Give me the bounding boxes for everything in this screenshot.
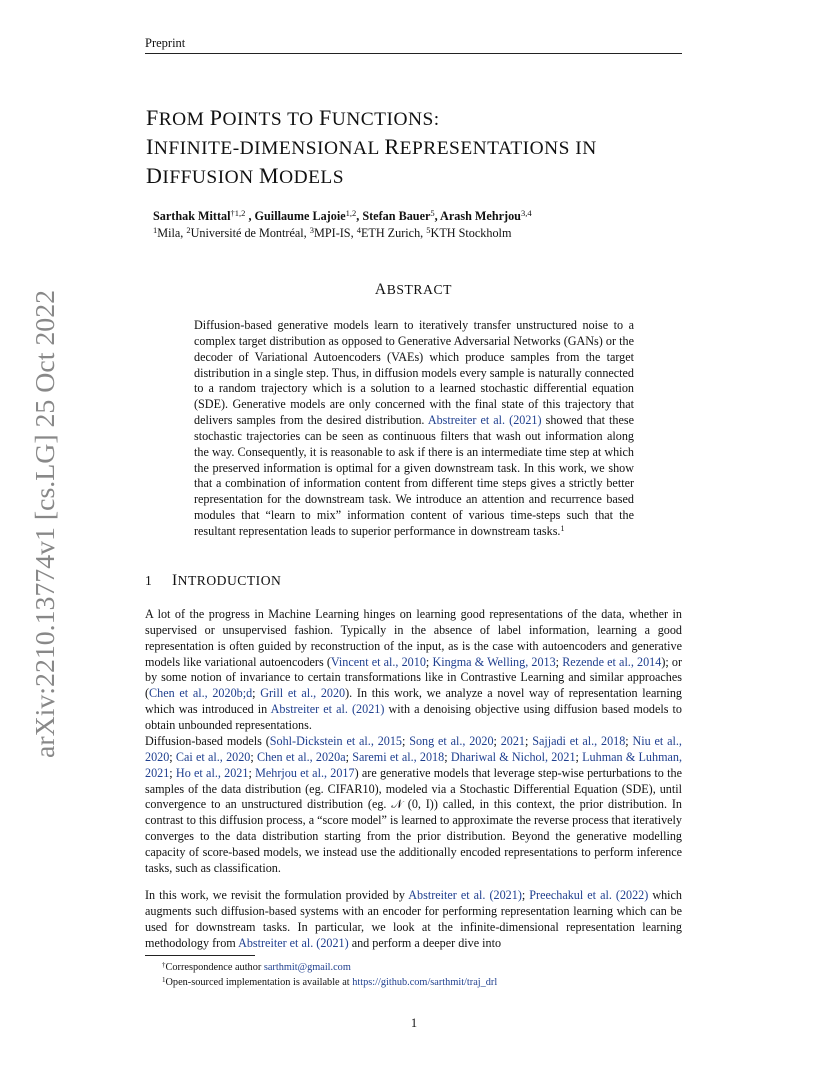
citation-link[interactable]: Sajjadi et al., 2018 [532,734,626,748]
citation-link[interactable]: Dhariwal & Nichol, 2021 [450,749,576,764]
citation-link[interactable]: 2021 [500,734,525,748]
abstract-heading: ABSTRACT [374,281,453,298]
citation-link[interactable]: Song et al., 2020 [409,734,494,748]
citation-link[interactable]: Chen et al., 2020a [256,749,346,764]
intro-paragraph-3: In this work, we revisit the formulation provided by Abstreiter et al. (2021); Preechakul et al. (2022) which augments such diffusion-based systems with an encoder for performing representation learning which can be used for downstream tasks. In particular, we look at the infinite-dimensional representation learning methodology from Abstreiter et al. (2021) and perform a deeper dive into [145,888,682,950]
title-line-3: DIFFUSION MODELS [146,163,345,188]
citation-link[interactable]: Abstreiter et al. (2021) [408,888,522,902]
citation-link[interactable]: Grill et al., 2020 [260,686,346,701]
footnote-code: $^1$Open-sourced implementation is available at https://github.com/sarthmit/traj_drl [162,976,498,988]
arxiv-sidebar-stamp [22,288,62,758]
citation-link[interactable]: Kingma & Welling, 2013 [432,654,556,669]
section-heading-introduction: 1 INTRODUCTION [145,572,282,589]
citation-link[interactable]: Vincent et al., 2010 [330,654,426,669]
citation-link[interactable]: Sohl-Dickstein et al., 2015 [269,734,402,748]
citation-link[interactable]: Abstreiter et al. (2021) [270,702,385,717]
citation-link[interactable]: Chen et al., 2020b;d [149,686,253,701]
footnote-rule [145,955,255,956]
affiliation-list: $^1$Mila, $^2$Université de Montréal, $^3$MPI-IS, $^4$ETH Zurich, $^5$KTH Stockholm [153,225,512,240]
title-line-1: FROM POINTS TO FUNCTIONS: [146,105,440,130]
arxiv-identifier: arXiv:2210.13774v1 [cs.LG] 25 Oct 2022 [29,295,60,758]
citation-link[interactable]: Ho et al., 2021 [175,765,249,780]
paper-title [146,104,706,191]
author-block [153,208,693,242]
title-line-2: INFINITE-DIMENSIONAL REPRESENTATIONS IN [146,134,597,159]
footnotes [162,960,682,990]
page-number: 1 [410,1016,418,1030]
citation-link[interactable]: Preechakul et al. (2022) [529,888,649,902]
math-normal-distribution: 𝒩 (0, I) [391,797,434,812]
author-list: Sarthak Mittal$^{\dagger 1,2}$ , Guillaume Lajoie$^{1,2}$, Stefan Bauer$^5$, Arash Mehrjou$^{3,4}$ [153,208,532,223]
email-link[interactable]: sarthmit@gmail.com [263,962,351,973]
citation-link[interactable]: Niu et al., 2020 [145,734,682,764]
citation-link[interactable]: Abstreiter et al. (2021) [238,935,349,950]
intro-paragraph-1: A lot of the progress in Machine Learning hinges on learning good representations of the data, whether in supervised or unsupervised fashion. Typically in the absence of label information, learning a good representation is often guided by reconstruction of the input, as is the case with autoencoders and generative models like variational autoencoders (Vincent et al., 2010; Kingma & Welling, 2013; Rezende et al., 2014); or by some notion of invariance to certain transformations like in Contrastive Learning and similar approaches (Chen et al., 2020b;d; Grill et al., 2020). In this work, we analyze a novel way of representation learning which was introduced in Abstreiter et al. (2021) with a denoising objective using diffusion based models to obtain unbounded representations. [145,607,682,732]
running-header: Preprint [145,36,682,54]
citation-link[interactable]: Luhman & Luhman, 2021 [145,749,683,780]
abstract-text: Diffusion-based generative models learn to iteratively transfer unstructured noise to a complex target distribution as opposed to Generative Adversarial Networks (GANs) or the decoder of Variational Autoencoders (VAEs) which produce samples from the target distribution in a single step. Thus, in diffusion models every sample is naturally connected to a random trajectory which is a solution to a learned stochastic differential equation (SDE). Generative models are only concerned with the final state of this trajectory that delivers samples from the desired distribution. Abstreiter et al. (2021) showed that these stochastic trajectories can be seen as continuous filters that wash out information along the way. Consequently, it is reasonable to ask if there is an intermediate time step at which the preserved information is optimal for a given downstream task. In this work, we show that a combination of information content from different time steps gives a strictly better representation for the downstream task. We introduce an attention and recurrence based modules that “learn to mix” information content of various time-steps such that the resultant representation leads to superior performance in downstream tasks.$^1$ [194,318,634,538]
citation-link[interactable]: Cai et al., 2020 [175,749,251,764]
footnote-marker[interactable]: 1 [560,523,565,533]
footnote-correspondence: †Correspondence author sarthmit@gmail.com [162,961,351,973]
citation-link[interactable]: Rezende et al., 2014 [562,654,662,669]
github-link[interactable]: https://github.com/sarthmit/traj_drl [352,977,498,988]
intro-paragraph-2: Diffusion-based models (Sohl-Dickstein et al., 2015; Song et al., 2020; 2021; Sajjadi et al., 2018; Niu et al., 2020; Cai et al., 2020; Chen et al., 2020a; Saremi et al., 2018; Dhariwal & Nichol, 2021; Luhman & Luhman, 2021; Ho et al., 2021; Mehrjou et al., 2017) are generative models that leverage step-wise perturbations to the samples of the data distribution (eg. CIFAR10), modeled via a Stochastic Differential Equation (SDE), until convergence to an unstructured distribution (eg. 𝒩 (0, I)) called, in this context, the prior distribution. In contrast to this diffusion process, a “score model” is learned to approximate the reverse process that iteratively converges to the data distribution starting from the prior distribution. Beyond the generative modelling capacity of score-based models, we instead use the additionally encoded representations to perform inference tasks, such as classification. [145,734,683,875]
citation-link[interactable]: Abstreiter et al. (2021) [427,413,542,428]
citation-link[interactable]: Saremi et al., 2018 [352,749,445,764]
citation-link[interactable]: Mehrjou et al., 2017 [255,765,355,780]
